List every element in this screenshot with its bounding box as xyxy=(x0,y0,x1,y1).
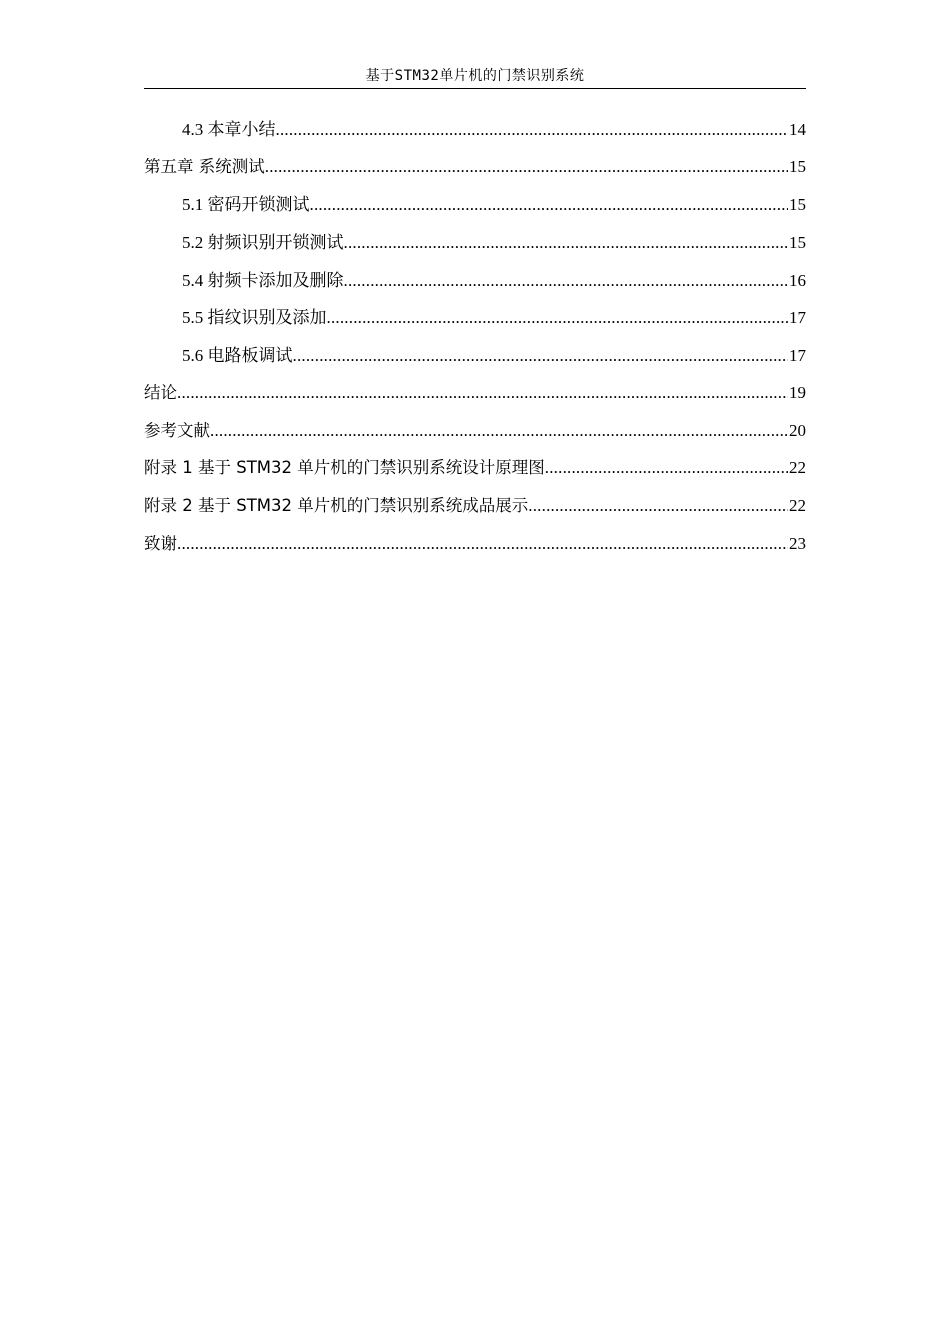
toc-entry[interactable] xyxy=(144,530,806,568)
toc-leader-dots xyxy=(276,120,789,140)
toc-leader-dots xyxy=(265,157,788,177)
toc-leader-dots xyxy=(210,421,788,441)
toc-entry-page: 22 xyxy=(789,458,806,478)
toc-leader-dots xyxy=(177,534,788,554)
toc-entry-title: 4.3 本章小结 xyxy=(182,120,276,139)
toc-entry-page: 15 xyxy=(789,233,806,253)
toc-leader-dots xyxy=(293,346,789,366)
toc-entry[interactable] xyxy=(144,115,806,153)
toc-entry[interactable] xyxy=(144,341,806,379)
toc-entry-page: 15 xyxy=(789,195,806,215)
toc-entry-title: 附录 2 基于 STM32 单片机的门禁识别系统成品展示 xyxy=(144,495,529,515)
toc-entry-title: 5.5 指纹识别及添加 xyxy=(182,308,327,328)
toc-entry-page: 17 xyxy=(789,346,806,366)
toc-leader-dots xyxy=(344,271,789,291)
toc-entry-page: 19 xyxy=(789,382,806,402)
table-of-contents xyxy=(144,115,806,567)
toc-entry[interactable] xyxy=(144,228,806,266)
page-header-title: 基于STM32单片机的门禁识别系统 xyxy=(365,68,585,84)
toc-entry-title: 附录 1 基于 STM32 单片机的门禁识别系统设计原理图 xyxy=(144,458,545,478)
toc-leader-dots xyxy=(545,458,788,478)
toc-entry[interactable] xyxy=(144,379,806,417)
toc-entry[interactable] xyxy=(144,492,806,530)
toc-entry-page: 23 xyxy=(789,533,806,553)
toc-leader-dots xyxy=(528,496,788,516)
toc-entry[interactable] xyxy=(144,153,806,191)
toc-entry-title: 5.1 密码开锁测试 xyxy=(182,195,310,215)
toc-entry-page: 17 xyxy=(789,308,806,328)
toc-entry-title: 5.2 射频识别开锁测试 xyxy=(182,233,344,253)
toc-entry-title: 5.4 射频卡添加及删除 xyxy=(182,270,344,290)
toc-entry-page: 15 xyxy=(789,156,806,176)
toc-leader-dots xyxy=(344,233,789,253)
toc-entry-title: 致谢 xyxy=(144,533,177,553)
toc-leader-dots xyxy=(177,383,788,403)
toc-entry-page: 14 xyxy=(789,120,806,139)
toc-leader-dots xyxy=(327,308,789,328)
toc-entry-title: 第五章 系统测试 xyxy=(144,156,265,176)
toc-entry[interactable] xyxy=(144,190,806,228)
toc-entry-title: 参考文献 xyxy=(144,420,210,440)
toc-entry[interactable] xyxy=(144,266,806,304)
toc-entry-title: 5.6 电路板调试 xyxy=(182,346,293,366)
header-rule xyxy=(144,88,806,89)
toc-entry[interactable] xyxy=(144,454,806,492)
toc-entry-page: 16 xyxy=(789,270,806,290)
toc-entry[interactable] xyxy=(144,303,806,341)
toc-entry-page: 20 xyxy=(789,420,806,440)
toc-leader-dots xyxy=(310,195,789,215)
toc-entry[interactable] xyxy=(144,417,806,455)
toc-entry-page: 22 xyxy=(789,495,806,515)
toc-entry-title: 结论 xyxy=(144,382,177,402)
